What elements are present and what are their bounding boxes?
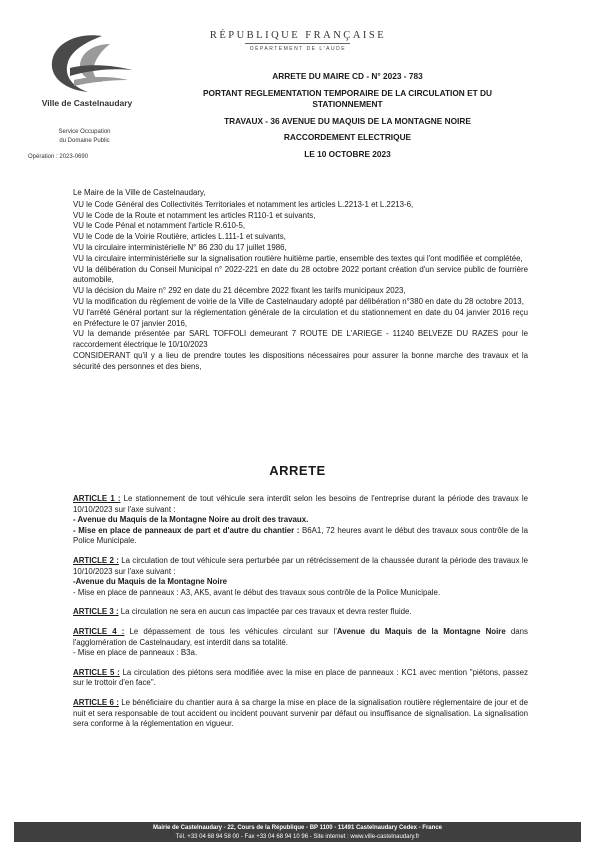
portant-line-2: STATIONNEMENT [312, 99, 383, 109]
date-title: LE 10 OCTOBRE 2023 [304, 148, 391, 159]
article-line: -Avenue du Maquis de la Montagne Noire [73, 577, 228, 587]
visa-item: VU le Code de la Route et notamment les articles R110-1 et suivants, [73, 210, 316, 220]
article-text: La circulation de tout véhicule sera perturbée par un rétrécissement de la chaussée durant la période des travaux le 10/10/2023 sur l'axe suivant : [73, 555, 529, 576]
service-label [22, 128, 147, 146]
article-1 [73, 494, 528, 547]
republique-francaise: RÉPUBLIQUE FRANÇAISE [209, 30, 387, 41]
operation-number: Opération : 2023-0690 [28, 154, 89, 160]
arrete-number: ARRETE DU MAIRE CD - N° 2023 - 783 [272, 71, 423, 81]
article-label: ARTICLE 3 : [73, 607, 119, 617]
visa-item: VU le Code de la Voirie Routière, articles L.111-1 et suivants, [73, 232, 286, 242]
header-divider [245, 43, 350, 44]
visa-item: VU la décision du Maire n° 292 en date du 21 décembre 2022 fixant les tarifs municipaux 2023, [73, 286, 406, 296]
visa-item: VU la circulaire interministérielle sur la signalisation routière huitième partie, ensemble des textes qui l'ont modifiée et complétée, [73, 253, 523, 263]
castelnaudary-logo [40, 30, 140, 98]
article-2 [73, 556, 528, 598]
article-6 [73, 698, 528, 730]
article-line: - Avenue du Maquis de la Montagne Noire au droit des travaux. [73, 515, 309, 525]
arrete-titles [160, 71, 535, 160]
article-label: ARTICLE 2 : [73, 555, 119, 565]
travaux-title: TRAVAUX - 36 AVENUE DU MAQUIS DE LA MONTAGNE NOIRE [224, 115, 471, 126]
visa-item: VU la demande présentée par SARL TOFFOLI demeurant 7 ROUTE DE L'ARIEGE - 11240 BELVEZE DU RAZES pour le raccordement électrique le 10/10/2023 [73, 329, 528, 350]
article-text: Le bénéficiaire du chantier aura à sa charge la mise en place de la signalisation routière réglementaire de jour et de nuit et sera responsable de tout accident ou incident pouvant survenir par défaut ou insuffisance de signalisation. La signalisation sera conforme à la réglementation en vigueur. [73, 697, 528, 729]
article-label: ARTICLE 4 : [73, 626, 125, 636]
article-text: Le dépassement de tous les véhicules circulant sur l' [124, 626, 337, 636]
article-road: Avenue du Maquis de la Montagne Noire [336, 626, 506, 636]
article-line: - Mise en place de panneaux : B3a. [73, 648, 198, 658]
article-line: - Mise en place de panneaux : A3, AK5, avant le début des travaux sous contrôle de la Police Municipale. [73, 587, 441, 597]
considerant: CONSIDERANT qu'il y a lieu de prendre toutes les dispositions nécessaires pour assurer la bonne marche des travaux et la sécurité des personnes et des biens, [73, 350, 528, 371]
article-text-after: dans l'agglomération de Castelnaudary, est interdit dans sa totalité. [73, 626, 529, 647]
article-line-bold: - Mise en place de panneaux de part et d'autre du chantier : [73, 525, 300, 535]
article-label: ARTICLE 1 : [73, 494, 121, 503]
footer-bar [14, 822, 581, 842]
article-label: ARTICLE 5 : [73, 667, 120, 677]
article-4 [73, 627, 528, 659]
visa-item: VU la modification du règlement de voirie de la Ville de Castelnaudary adopté par délibération n°380 en date du 28 octobre 2013, [73, 296, 524, 306]
article-text: Le stationnement de tout véhicule sera interdit selon les besoins de l'entreprise durant la période des travaux le 10/10/2023 sur l'axe suivant : [73, 494, 529, 514]
article-text: La circulation des piétons sera modifiée avec la mise en place de panneaux : KC1 avec mention "piétons, passez sur le trottoir d'en face". [73, 667, 528, 688]
article-label: ARTICLE 6 : [73, 697, 119, 707]
visas-block [73, 188, 528, 373]
portant-line-1: PORTANT REGLEMENTATION TEMPORAIRE DE LA CIRCULATION ET DU [203, 87, 492, 98]
visa-item: VU le Code Général des Collectivités Territoriales et notamment les articles L.2213-1 et L.2213-6, [73, 199, 414, 209]
visa-item: VU la délibération du Conseil Municipal n° 2022-221 en date du 28 octobre 2022 portant création d'un service public de fourrière automobile, [73, 264, 528, 285]
raccordement-title: RACCORDEMENT ELECTRIQUE [283, 132, 412, 142]
visa-item: VU la circulaire interministérielle N° 86 230 du 17 juillet 1986, [73, 242, 287, 252]
visa-item: VU le Code Pénal et notamment l'article R.610-5, [73, 221, 246, 231]
arrete-heading: ARRETE [269, 463, 326, 478]
departement: DÉPARTEMENT DE L'AUDE [249, 46, 347, 52]
service-line-1: Service Occupation [58, 129, 111, 135]
article-3 [73, 607, 528, 618]
town-name: Ville de Castelnaudary [41, 98, 133, 108]
footer-contact: Tél. +33 04 68 94 58 00 - Fax +33 04 68 94 10 96 - Site internet : www.ville-castelnaudary.fr [175, 834, 420, 840]
articles-block [73, 494, 528, 739]
service-line-2: du Domaine Public [59, 138, 110, 144]
article-line-rest: B6A1, 72 heures avant le début des travaux sous contrôle de la Police Municipale. [73, 525, 528, 546]
article-text: La circulation ne sera en aucun cas impactée par ces travaux et devra rester fluide. [118, 607, 412, 617]
footer-address: Mairie de Castelnaudary - 22, Cours de la République - BP 1100 - 11491 Castelnaudary Cedex - France [152, 825, 442, 831]
visa-item: VU l'arrêté Général portant sur la réglementation générale de la circulation et du stationnement en date du 04 janvier 2016 reçu en Préfecture le 07 janvier 2016, [73, 307, 528, 328]
article-5 [73, 668, 528, 689]
intro-line: Le Maire de la Ville de Castelnaudary, [73, 188, 206, 197]
